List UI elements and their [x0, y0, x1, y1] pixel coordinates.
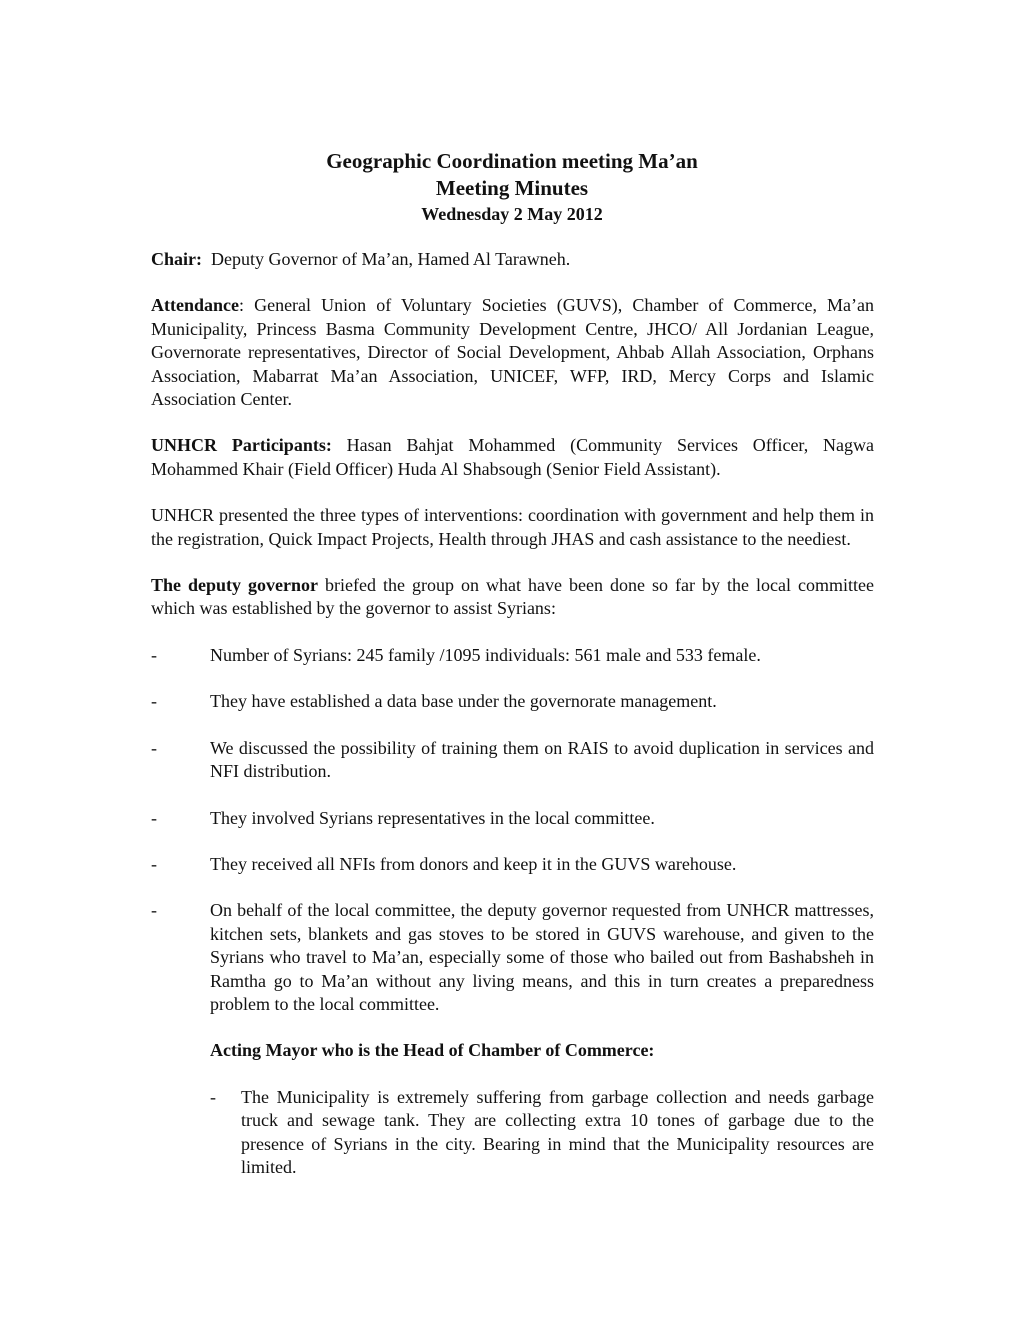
list-item [151, 853, 874, 876]
list-item [151, 644, 874, 667]
mayor-heading: Acting Mayor who is the Head of Chamber of Commerce: [210, 1040, 655, 1061]
deputy-label: The deputy governor [151, 575, 319, 596]
bullet-dash: - [151, 691, 157, 712]
participants-paragraph [151, 434, 874, 481]
bullet-text: Number of Syrians: 245 family /1095 individuals: 561 male and 533 female. [210, 644, 761, 665]
list-item [151, 690, 874, 713]
deputy-text: briefed the group on what have been done so far by the local committee which was established by the governor to assist Syrians: [151, 575, 874, 619]
bullet-text: They received all NFIs from donors and keep it in the GUVS warehouse. [210, 853, 737, 874]
attendance-text: : General Union of Voluntary Societies (GUVS), Chamber of Commerce, Ma’an Municipality, Princess Basma Community Development Centre, JHCO/ All Jordanian League, Governorate representatives, Director of Social Development, Ahbab Allah Association, Orphans Association, Mabarrat Ma’an Association, UNICEF, WFP, IRD, Mercy Corps and Islamic Association Center. [151, 295, 874, 410]
list-item [151, 899, 874, 1016]
bullet-dash: - [210, 1086, 216, 1107]
bullet-dash: - [151, 900, 157, 921]
chair-paragraph [151, 248, 874, 271]
list-item [151, 1086, 874, 1180]
bullet-dash: - [151, 807, 157, 828]
attendance-label: Attendance [151, 295, 239, 316]
bullet-text: They involved Syrians representatives in the local committee. [210, 807, 655, 828]
bullet-text: The Municipality is extremely suffering from garbage collection and needs garbage truck and sewage tank. They are collecting extra 10 tones of garbage due to the presence of Syrians in the city. Bearing in mind that the Municipality resources are limited. [241, 1086, 874, 1177]
document-title: Geographic Coordination meeting Ma’an [326, 149, 698, 173]
chair-text: Deputy Governor of Ma’an, Hamed Al Tarawneh. [211, 249, 571, 269]
participants-label: UNHCR Participants: [151, 435, 332, 456]
bullet-text: We discussed the possibility of training them on RAIS to avoid duplication in services and NFI distribution. [210, 737, 874, 782]
unhcr-paragraph: UNHCR presented the three types of interventions: coordination with government and help them in the registration, Quick Impact Projects, Health through JHAS and cash assistance to the neediest. [151, 505, 874, 549]
participants-text: Hasan Bahjat Mohammed (Community Services Officer, Nagwa Mohammed Khair (Field Officer) Huda Al Shabsough (Senior Field Assistant). [151, 435, 875, 479]
bullet-text: On behalf of the local committee, the deputy governor requested from UNHCR mattresses, kitchen sets, blankets and gas stoves to be stored in GUVS warehouse, and given to the Syrians who travel to Ma’an, especially some of those who bailed out from Bashabsheh in Ramtha go to Ma’an without any living means, and this in turn creates a preparedness problem to the local committee. [210, 900, 874, 1014]
bullet-text: They have established a data base under the governorate management. [210, 691, 717, 712]
bullet-dash: - [151, 853, 157, 874]
list-item [151, 807, 874, 830]
document-body [151, 248, 874, 1179]
document-subtitle: Meeting Minutes [435, 176, 589, 200]
bullet-dash: - [151, 737, 157, 758]
meeting-date: Wednesday 2 May 2012 [421, 204, 603, 224]
attendance-paragraph [151, 294, 874, 411]
document-header [0, 148, 1024, 226]
list-item [151, 737, 874, 784]
bullet-dash: - [151, 644, 157, 665]
chair-label: Chair: [151, 249, 202, 269]
deputy-paragraph [151, 574, 874, 621]
